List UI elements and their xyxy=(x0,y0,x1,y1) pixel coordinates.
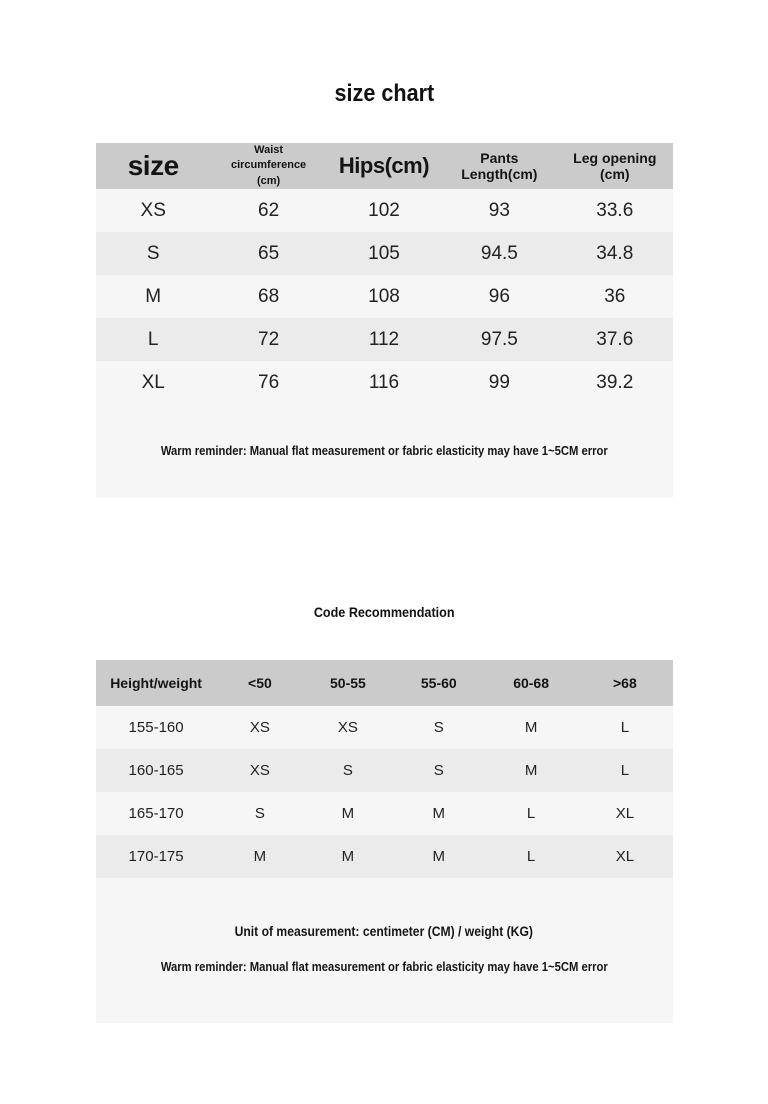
recommendation-note-text: Warm reminder: Manual flat measurement or fabric elasticity may have 1~5CM error xyxy=(160,960,608,975)
table-cell: XS xyxy=(337,719,358,737)
table-cell: M xyxy=(341,848,355,866)
table-cell: 105 xyxy=(368,242,400,264)
table-row xyxy=(96,792,673,835)
recommendation-table xyxy=(96,660,673,878)
size-chart-panel xyxy=(96,143,673,498)
table-cell: 72 xyxy=(258,328,280,350)
table-cell: 97.5 xyxy=(480,328,518,350)
table-cell: M xyxy=(253,848,267,866)
table-cell: 65 xyxy=(258,242,280,264)
table-cell: 76 xyxy=(258,371,280,393)
size-chart-table-head xyxy=(96,143,673,189)
table-cell: 102 xyxy=(368,199,400,221)
column-header: 55-60 xyxy=(420,675,457,692)
table-cell: M xyxy=(432,805,446,823)
code-recommendation-title xyxy=(0,604,768,621)
table-row xyxy=(96,749,673,792)
table-row xyxy=(96,189,673,232)
unit-note-text: Unit of measurement: centimeter (CM) / weight (KG) xyxy=(234,924,534,940)
table-cell: L xyxy=(526,805,536,823)
table-cell: 68 xyxy=(258,285,280,307)
size-chart-note-text: Warm reminder: Manual flat measurement or fabric elasticity may have 1~5CM error xyxy=(160,444,608,459)
recommendation-table-head xyxy=(96,660,673,706)
table-cell: 93 xyxy=(488,199,510,221)
column-header: 50-55 xyxy=(330,675,366,692)
page-title-text: size chart xyxy=(334,80,434,107)
table-row xyxy=(96,275,673,318)
table-cell: 112 xyxy=(368,328,400,350)
table-cell: M xyxy=(432,848,446,866)
page-title xyxy=(0,80,768,108)
size-chart-page xyxy=(0,80,768,1104)
table-cell: 33.6 xyxy=(596,199,634,221)
table-cell: 170-175 xyxy=(128,848,184,866)
size-chart-header-row xyxy=(96,143,673,189)
column-header: size xyxy=(127,150,179,182)
column-header: Height/weight xyxy=(110,675,202,692)
table-cell: 160-165 xyxy=(128,762,184,780)
table-cell: M xyxy=(145,285,162,307)
recommendation-panel xyxy=(96,660,673,1023)
table-cell: 37.6 xyxy=(596,328,634,350)
table-cell: M xyxy=(524,762,538,780)
table-row xyxy=(96,835,673,878)
table-cell: 99 xyxy=(488,371,510,393)
table-cell: S xyxy=(254,805,265,823)
table-cell: 116 xyxy=(368,371,400,393)
table-cell: L xyxy=(620,719,630,737)
table-cell: 94.5 xyxy=(480,242,518,264)
table-row xyxy=(96,232,673,275)
table-cell: S xyxy=(146,242,160,264)
table-cell: XS xyxy=(249,762,270,780)
recommendation-note xyxy=(96,939,673,974)
size-chart-table-body xyxy=(96,189,673,404)
table-cell: S xyxy=(433,762,444,780)
table-cell: 34.8 xyxy=(596,242,634,264)
table-cell: L xyxy=(620,762,630,780)
column-header: Hips(cm) xyxy=(338,153,430,179)
column-header: 60-68 xyxy=(513,675,549,692)
column-header: <50 xyxy=(248,675,272,692)
recommendation-header-row xyxy=(96,660,673,706)
table-cell: 39.2 xyxy=(596,371,634,393)
size-chart-note xyxy=(96,404,673,498)
table-cell: 155-160 xyxy=(128,719,184,737)
code-recommendation-title-text: Code Recommendation xyxy=(313,604,455,621)
table-cell: XL xyxy=(615,805,635,823)
table-cell: 36 xyxy=(604,285,626,307)
table-cell: 96 xyxy=(488,285,510,307)
column-header: Leg opening (cm) xyxy=(573,150,657,183)
table-cell: L xyxy=(526,848,536,866)
table-cell: XL xyxy=(141,371,165,393)
table-cell: XS xyxy=(140,199,166,221)
table-cell: S xyxy=(342,762,353,780)
recommendation-table-body xyxy=(96,706,673,878)
column-header: Waist circumference (cm) xyxy=(230,144,307,187)
table-cell: XS xyxy=(249,719,270,737)
table-row xyxy=(96,318,673,361)
table-row xyxy=(96,361,673,404)
table-cell: M xyxy=(524,719,538,737)
column-header: Pants Length(cm) xyxy=(461,150,538,183)
column-header: >68 xyxy=(613,675,637,692)
table-cell: 108 xyxy=(368,285,400,307)
table-cell: 62 xyxy=(258,199,280,221)
table-cell: M xyxy=(341,805,355,823)
table-cell: 165-170 xyxy=(128,805,184,823)
unit-note xyxy=(96,878,673,939)
table-cell: S xyxy=(433,719,444,737)
table-cell: XL xyxy=(615,848,635,866)
table-row xyxy=(96,706,673,749)
size-chart-table xyxy=(96,143,673,404)
table-cell: L xyxy=(147,328,159,350)
